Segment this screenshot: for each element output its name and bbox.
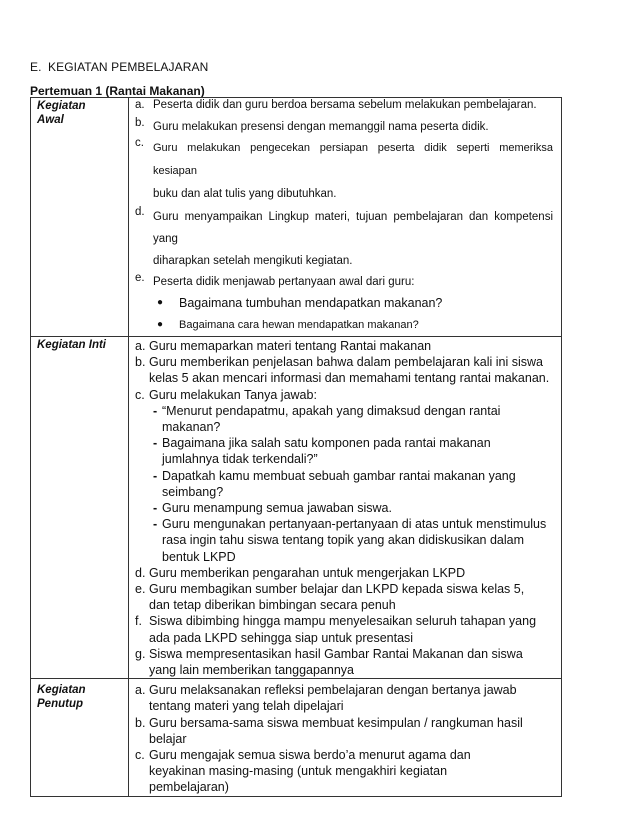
penutup-list xyxy=(135,682,553,795)
item-text: Peserta didik dan guru berdoa bersama sebelum melakukan pembelajaran. xyxy=(153,99,537,111)
sub-item xyxy=(153,468,553,500)
item-text: Guru memberikan penjelasan bahwa dalam pembelajaran kali ini siswa kelas 5 akan mencari informasi dan memahami tentang rantai makanan. xyxy=(149,355,550,386)
sub-text: Bagaimana jika salah satu komponen pada rantai makanan jumlahnya tidak terkendali?” xyxy=(162,436,491,467)
sub-item xyxy=(153,403,553,435)
label-line: Kegiatan xyxy=(37,100,86,112)
item-text-wrap xyxy=(153,206,553,272)
sub-text: Guru menampung semua jawaban siswa. xyxy=(162,501,392,516)
item-marker: e. xyxy=(135,272,145,284)
sub-item xyxy=(153,500,553,516)
content-kegiatan-awal xyxy=(129,98,562,337)
sub-list xyxy=(149,403,553,565)
dash-icon: - xyxy=(153,517,158,532)
dash-icon: - xyxy=(153,501,158,516)
content-kegiatan-penutup xyxy=(129,679,562,796)
label-line: Awal xyxy=(37,114,64,126)
list-item xyxy=(135,613,553,645)
label-line: Penutup xyxy=(37,698,83,711)
item-text: Guru menyampaikan Lingkup materi, tujuan pembelajaran dan kompetensi yang xyxy=(153,211,553,245)
item-marker: b. xyxy=(135,715,146,730)
row-kegiatan-inti xyxy=(31,337,562,679)
item-body xyxy=(149,387,553,565)
item-marker: a. xyxy=(135,683,146,698)
item-text: Siswa mempresentasikan hasil Gambar Rantai Makanan dan siswa yang lain memberikan tanggapannya xyxy=(149,646,523,678)
section-number: E. xyxy=(30,60,42,74)
question-text: Bagaimana tumbuhan mendapatkan makanan? xyxy=(179,296,443,310)
sub-text: “Menurut pendapatmu, apakah yang dimaksud dengan rantai makanan? xyxy=(162,403,501,435)
list-item xyxy=(135,682,553,714)
bullet-icon: ● xyxy=(157,297,164,308)
item-text: Guru melakukan Tanya jawab: xyxy=(149,387,317,402)
item-marker: d. xyxy=(135,206,145,218)
list-item xyxy=(157,292,553,314)
list-item xyxy=(135,715,553,747)
section-title: KEGIATAN PEMBELAJARAN xyxy=(48,60,209,74)
item-marker: g. xyxy=(135,646,146,661)
sub-item xyxy=(153,435,553,467)
awal-list xyxy=(135,98,553,292)
sub-text: Guru mengunakan pertanyaan-pertanyaan di atas untuk menstimulus rasa ingin tahu siswa tentang topik yang akan didiskusikan dalam bentuk LKPD xyxy=(162,517,547,564)
section-heading xyxy=(30,60,208,74)
sub-text: Dapatkah kamu membuat sebuah gambar rantai makanan yang seimbang? xyxy=(162,468,516,499)
list-item xyxy=(135,338,553,354)
label-line: Kegiatan xyxy=(37,684,86,697)
item-text: Siswa dibimbing hingga mampu menyelesaikan seluruh tahapan yang ada pada LKPD sehingga siap untuk presentasi xyxy=(149,614,537,645)
list-item xyxy=(135,646,553,678)
row-kegiatan-penutup xyxy=(31,679,562,796)
label-kegiatan-inti xyxy=(31,337,129,679)
list-item xyxy=(135,98,553,117)
row-kegiatan-awal xyxy=(31,98,562,337)
item-text: Guru melakukan pengecekan persiapan peserta didik seperti memeriksa kesiapan xyxy=(153,142,553,177)
list-item xyxy=(135,387,553,565)
list-item xyxy=(135,272,553,292)
item-text: Guru memaparkan materi tentang Rantai makanan xyxy=(149,339,432,353)
dash-icon: - xyxy=(153,436,158,451)
item-marker: d. xyxy=(135,565,146,580)
inti-list xyxy=(135,338,553,678)
item-text: Guru melaksanakan refleksi pembelajaran dengan bertanya jawab tentang materi yang telah dipelajari xyxy=(149,683,517,714)
item-marker: c. xyxy=(135,748,145,763)
list-item xyxy=(135,206,553,272)
item-text: Guru mengajak semua siswa berdo’a menurut agama dan keyakinan masing-masing (untuk mengakhiri kegiatan pembelajaran) xyxy=(149,748,471,795)
label-kegiatan-awal xyxy=(31,98,129,337)
item-marker: c. xyxy=(135,137,144,149)
question-text: Bagaimana cara hewan mendapatkan makanan? xyxy=(179,319,419,331)
activity-table xyxy=(30,97,562,797)
item-text: Guru membagikan sumber belajar dan LKPD kepada siswa kelas 5, dan tetap diberikan bimbingan secara penuh xyxy=(149,582,525,613)
list-item xyxy=(135,565,553,581)
list-item xyxy=(135,137,553,206)
item-text: Guru bersama-sama siswa membuat kesimpulan / rangkuman hasil belajar xyxy=(149,715,523,746)
list-item xyxy=(157,314,553,336)
list-item xyxy=(135,581,553,613)
dash-icon: - xyxy=(153,403,158,418)
question-bullets xyxy=(135,292,553,336)
item-marker: b. xyxy=(135,117,145,129)
meeting-title: Pertemuan 1 (Rantai Makanan) xyxy=(30,84,205,98)
item-marker: c. xyxy=(135,387,145,402)
bullet-icon: ● xyxy=(157,319,164,330)
label-kegiatan-penutup xyxy=(31,679,129,796)
dash-icon: - xyxy=(153,468,158,483)
sub-item xyxy=(153,516,553,565)
item-text-cont: buku dan alat tulis yang dibutuhkan. xyxy=(153,188,337,200)
item-marker: e. xyxy=(135,582,146,597)
item-marker: f. xyxy=(135,614,142,629)
item-marker: a. xyxy=(135,99,145,111)
item-text-wrap xyxy=(153,137,553,206)
list-item xyxy=(135,354,553,386)
list-item xyxy=(135,747,553,796)
content-kegiatan-inti xyxy=(129,337,562,679)
label-line: Kegiatan Inti xyxy=(37,339,107,351)
item-text: Guru melakukan presensi dengan memanggil nama peserta didik. xyxy=(153,121,489,133)
item-text: Guru memberikan pengarahan untuk mengerjakan LKPD xyxy=(149,565,466,580)
item-text: Peserta didik menjawab pertanyaan awal dari guru: xyxy=(153,276,415,288)
item-marker: a. xyxy=(135,339,146,353)
item-text-cont: diharapkan setelah mengikuti kegiatan. xyxy=(153,255,353,267)
item-marker: b. xyxy=(135,355,146,370)
list-item xyxy=(135,117,553,137)
